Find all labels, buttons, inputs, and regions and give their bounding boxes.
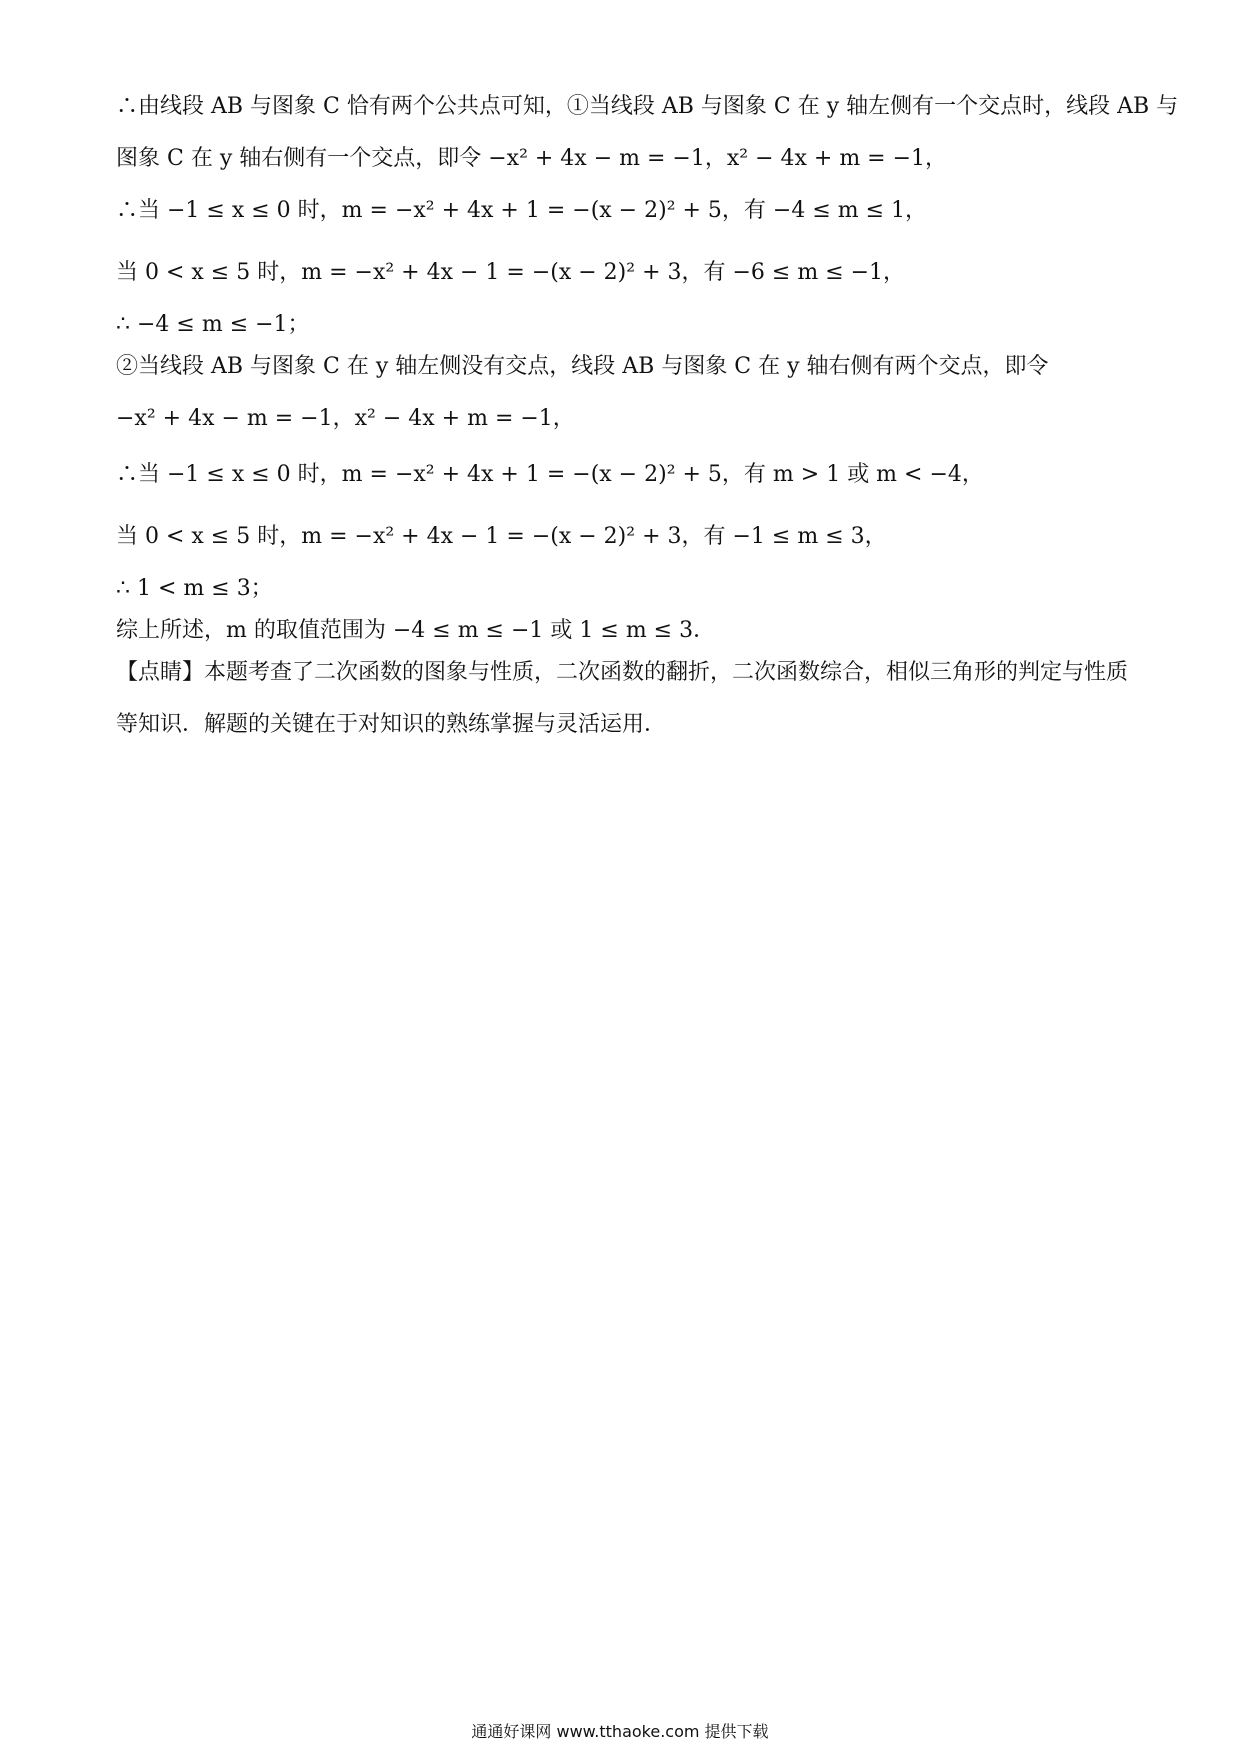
comment-line-1: 【点睛】本题考查了二次函数的图象与性质，二次函数的翻折，二次函数综合，相似三角形的判定与性质 [116, 660, 1129, 685]
solution-line-4: 当 0 < x ≤ 5 时，m = −x² + 4x − 1 = −(x − 2)² + 3，有 −6 ≤ m ≤ −1， [116, 260, 906, 285]
conclusion-line: 综上所述，m 的取值范围为 −4 ≤ m ≤ −1 或 1 ≤ m ≤ 3． [116, 618, 716, 643]
solution-line-1: ∴由线段 AB 与图象 C 恰有两个公共点可知，①当线段 AB 与图象 C 在 y 轴左侧有一个交点时，线段 AB 与 [116, 94, 1179, 119]
footer-watermark: 通通好课网 www.tthaoke.com 提供下载 [471, 1722, 769, 1741]
solution-line-10: ∴ 1 < m ≤ 3； [116, 576, 273, 601]
solution-line-9: 当 0 < x ≤ 5 时，m = −x² + 4x − 1 = −(x − 2)² + 3，有 −1 ≤ m ≤ 3， [116, 524, 887, 549]
comment-line-2: 等知识．解题的关键在于对知识的熟练掌握与灵活运用． [116, 712, 667, 737]
solution-line-7: −x² + 4x − m = −1，x² − 4x + m = −1， [116, 406, 575, 431]
solution-line-6: ②当线段 AB 与图象 C 在 y 轴左侧没有交点，线段 AB 与图象 C 在 y 轴右侧有两个交点，即令 [116, 354, 1049, 379]
solution-line-2: 图象 C 在 y 轴右侧有一个交点，即令 −x² + 4x − m = −1，x² − 4x + m = −1， [116, 146, 948, 171]
solution-line-3: ∴当 −1 ≤ x ≤ 0 时，m = −x² + 4x + 1 = −(x − 2)² + 5，有 −4 ≤ m ≤ 1， [116, 198, 928, 223]
solution-line-8: ∴当 −1 ≤ x ≤ 0 时，m = −x² + 4x + 1 = −(x − 2)² + 5，有 m > 1 或 m < −4， [116, 462, 984, 487]
solution-line-5: ∴ −4 ≤ m ≤ −1； [116, 312, 310, 337]
